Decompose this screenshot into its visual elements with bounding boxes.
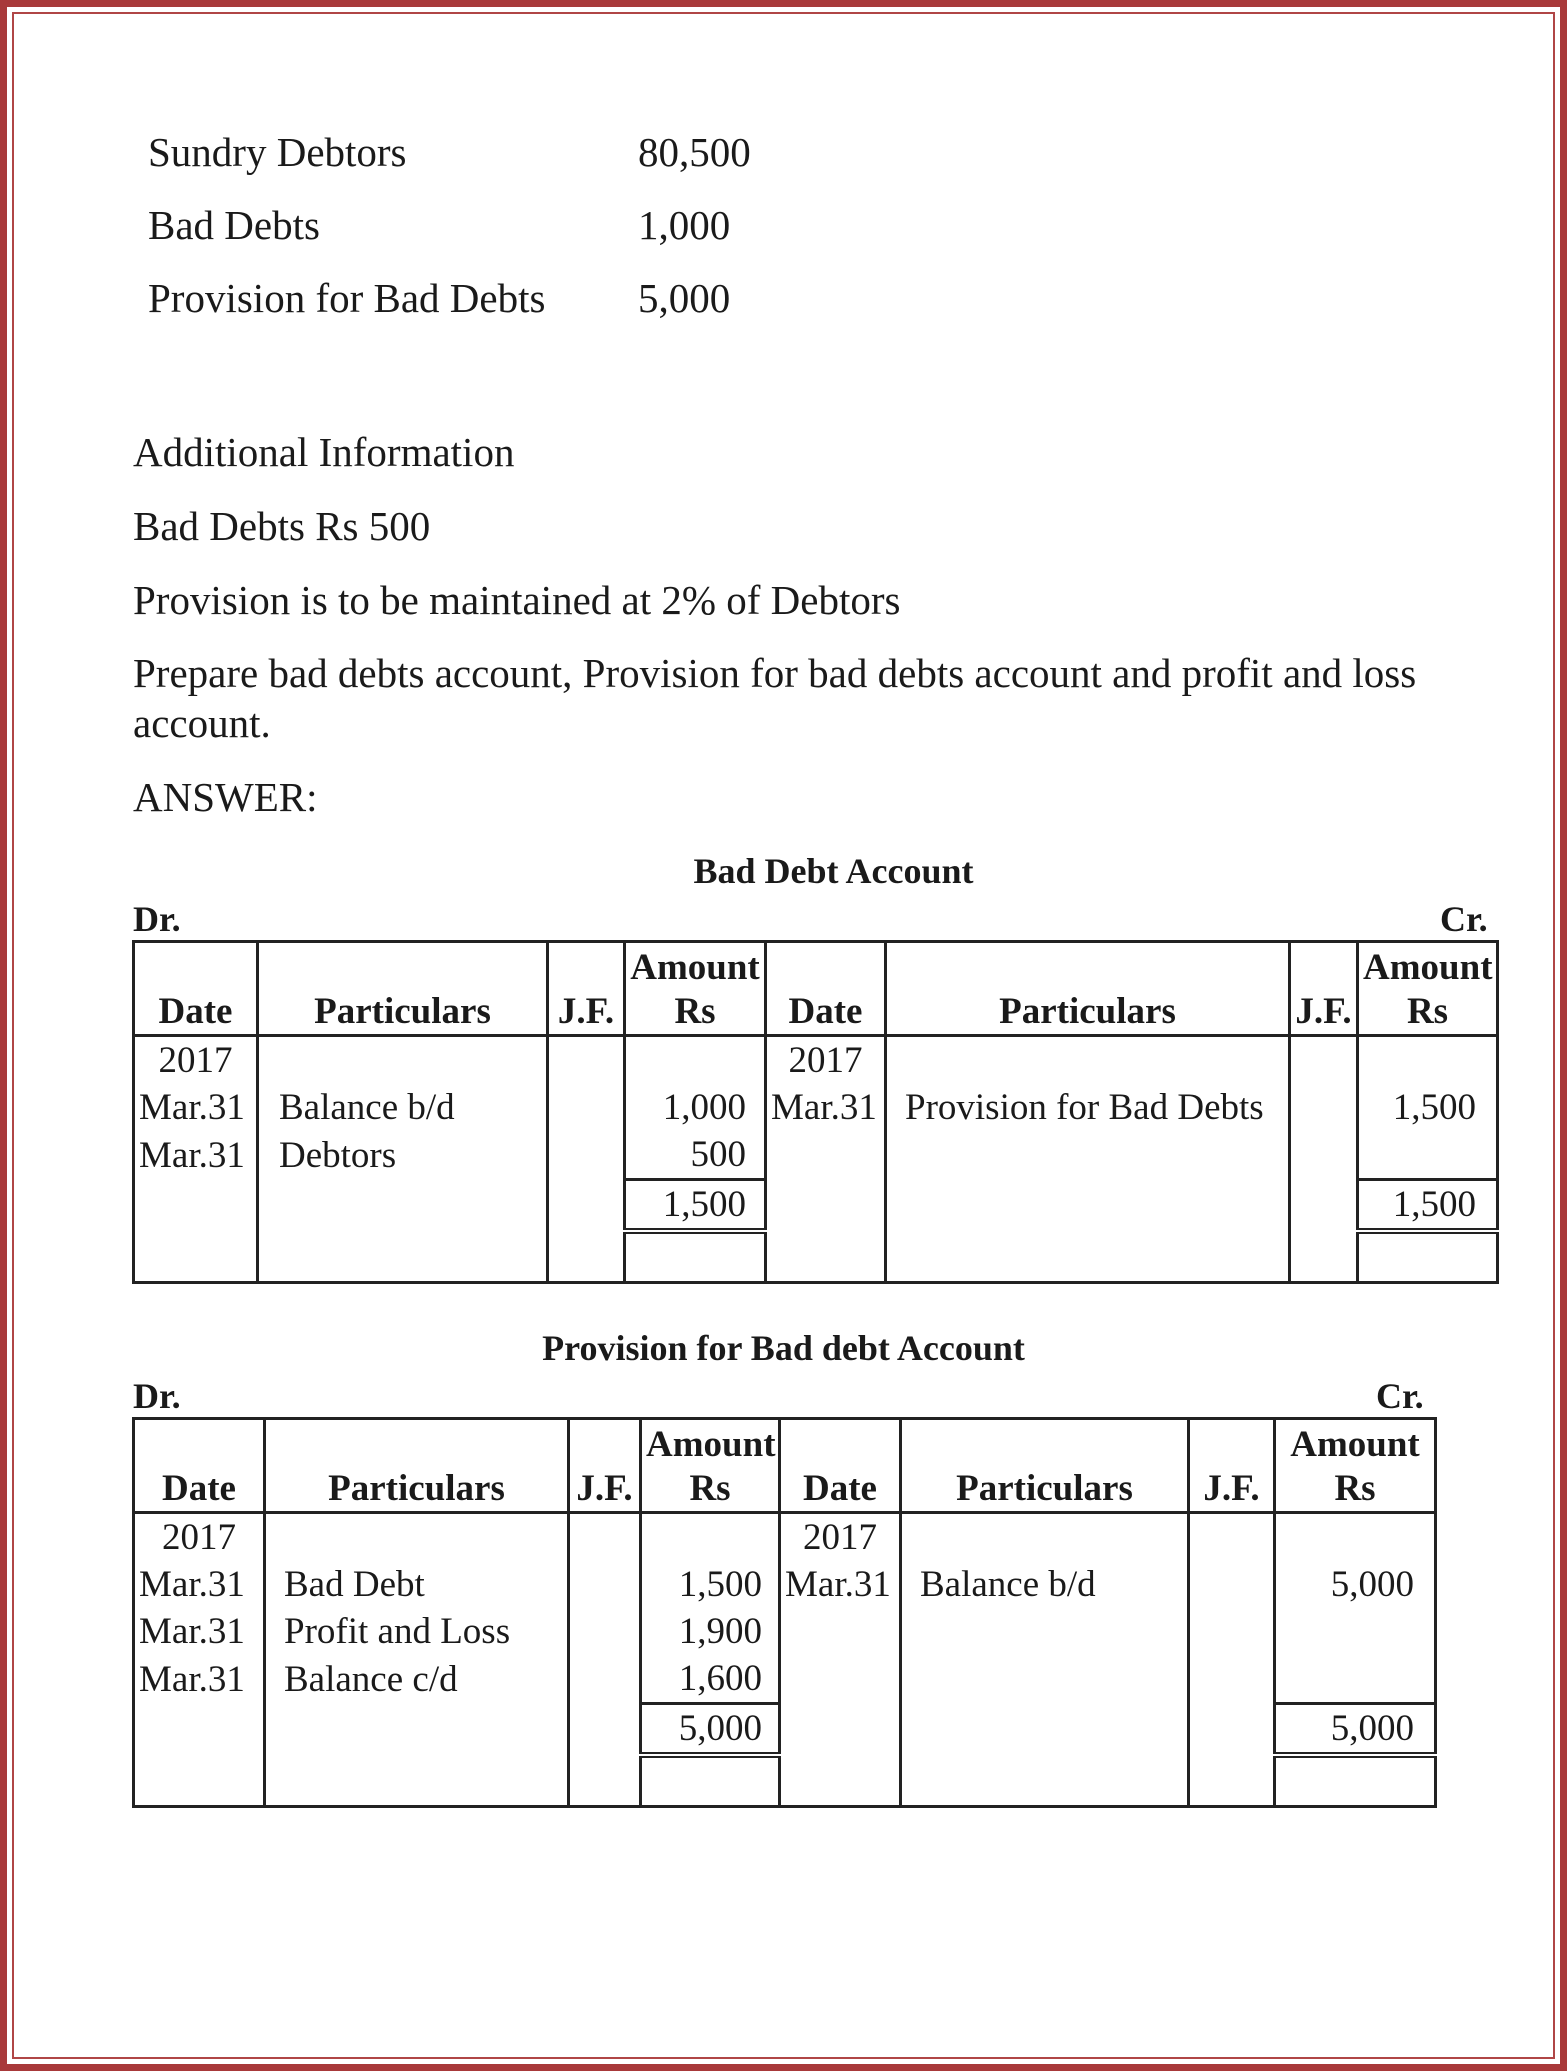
col-particulars: Particulars — [886, 942, 1290, 1036]
amount-label: Amount — [1363, 947, 1493, 988]
col-date: Date — [766, 942, 886, 1036]
debit-total: 5,000 — [641, 1704, 780, 1756]
amount-cell: 500 — [625, 1131, 766, 1180]
rs-label: Rs — [1334, 1468, 1376, 1509]
amount-cell: 1,500 — [641, 1561, 780, 1608]
total-row — [134, 1704, 1436, 1756]
year-cell: 2017 — [766, 1036, 886, 1085]
amount-label: Amount — [1290, 1424, 1420, 1465]
additional-line-2: Provision is to be maintained at 2% of Debtors — [133, 577, 901, 623]
col-jf: J.F. — [1290, 942, 1358, 1036]
col-particulars: Particulars — [901, 1419, 1189, 1513]
year-cell: 2017 — [780, 1513, 901, 1562]
year-cell: 2017 — [134, 1513, 265, 1562]
col-particulars: Particulars — [258, 942, 548, 1036]
table-row — [134, 1084, 1498, 1131]
rs-label: Rs — [689, 1468, 731, 1509]
table-row — [134, 1561, 1436, 1608]
date-cell: Mar.31 — [766, 1084, 886, 1131]
table-row — [134, 1608, 1436, 1655]
particulars-cell: Profit and Loss — [265, 1608, 569, 1655]
particulars-cell: Bad Debt — [265, 1561, 569, 1608]
given-amount: 1,000 — [638, 202, 731, 248]
amount-label: Amount — [646, 1424, 776, 1465]
col-date: Date — [134, 942, 258, 1036]
date-cell: Mar.31 — [780, 1561, 901, 1608]
rs-label: Rs — [674, 991, 716, 1032]
debit-total: 1,500 — [625, 1180, 766, 1232]
amount-cell: 1,600 — [641, 1655, 780, 1704]
particulars-cell: Balance b/d — [901, 1561, 1189, 1608]
col-jf: J.F. — [569, 1419, 641, 1513]
col-particulars: Particulars — [265, 1419, 569, 1513]
provision-account-title: Provision for Bad debt Account — [542, 1328, 1025, 1368]
table-row — [134, 1513, 1436, 1562]
table-row — [134, 1755, 1436, 1807]
bad-debt-account-title: Bad Debt Account — [693, 851, 974, 891]
amount-cell: 5,000 — [1275, 1561, 1436, 1608]
col-date: Date — [134, 1419, 265, 1513]
debit-label: Dr. — [133, 899, 181, 939]
particulars-cell: Provision for Bad Debts — [886, 1084, 1290, 1131]
given-label: Sundry Debtors — [148, 129, 407, 175]
col-amount — [1275, 1419, 1436, 1513]
table-row — [134, 1036, 1498, 1085]
particulars-cell: Debtors — [258, 1131, 548, 1180]
col-jf: J.F. — [1189, 1419, 1275, 1513]
col-amount — [641, 1419, 780, 1513]
date-cell: Mar.31 — [134, 1655, 265, 1704]
given-label: Provision for Bad Debts — [148, 275, 546, 321]
credit-label: Cr. — [1440, 899, 1488, 939]
debit-label: Dr. — [133, 1376, 181, 1416]
table-row — [134, 1231, 1498, 1283]
date-cell: Mar.31 — [134, 1131, 258, 1180]
given-amount: 5,000 — [638, 275, 731, 321]
col-date: Date — [780, 1419, 901, 1513]
provision-account-table — [132, 1417, 1437, 1808]
additional-heading: Additional Information — [133, 429, 515, 475]
col-amount — [625, 942, 766, 1036]
col-amount — [1358, 942, 1498, 1036]
amount-cell: 1,900 — [641, 1608, 780, 1655]
year-cell: 2017 — [134, 1036, 258, 1085]
table-row — [134, 1655, 1436, 1704]
answer-heading: ANSWER: — [133, 774, 318, 820]
credit-label: Cr. — [1376, 1376, 1424, 1416]
amount-cell: 1,000 — [625, 1084, 766, 1131]
date-cell: Mar.31 — [134, 1084, 258, 1131]
date-cell: Mar.31 — [134, 1561, 265, 1608]
amount-cell: 1,500 — [1358, 1084, 1498, 1131]
rs-label: Rs — [1406, 991, 1449, 1032]
particulars-cell: Balance c/d — [265, 1655, 569, 1704]
credit-total: 1,500 — [1358, 1180, 1498, 1232]
credit-total: 5,000 — [1275, 1704, 1436, 1756]
col-jf: J.F. — [548, 942, 625, 1036]
bad-debt-account-table — [132, 940, 1499, 1284]
additional-line-3: Prepare bad debts account, Provision for bad debts account and profit and loss account. — [133, 650, 1417, 746]
particulars-cell: Balance b/d — [258, 1084, 548, 1131]
date-cell: Mar.31 — [134, 1608, 265, 1655]
table-row — [134, 1131, 1498, 1180]
given-label: Bad Debts — [148, 202, 320, 248]
amount-label: Amount — [630, 947, 760, 988]
additional-line-1: Bad Debts Rs 500 — [133, 503, 431, 549]
given-amount: 80,500 — [638, 129, 751, 175]
total-row — [134, 1180, 1498, 1232]
